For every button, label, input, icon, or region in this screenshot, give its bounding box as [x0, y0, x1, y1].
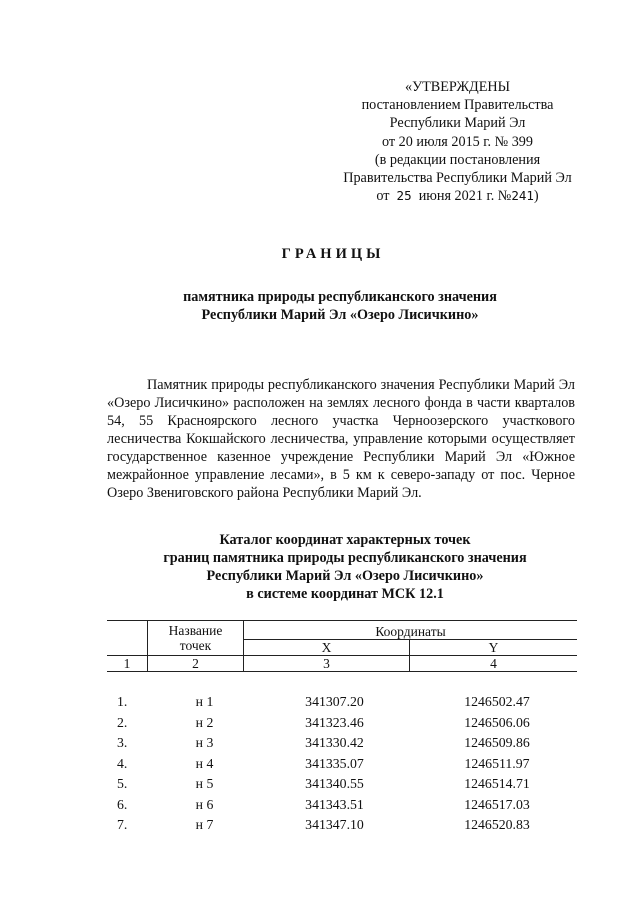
row-x: 341340.55 [305, 776, 364, 792]
row-x: 341347.10 [305, 817, 364, 833]
row-point-name: н 5 [195, 776, 214, 792]
subtitle-line: Республики Марий Эл «Озеро Лисичкино» [201, 307, 479, 323]
row-x: 341330.42 [305, 735, 364, 751]
approval-number: 241 [511, 188, 534, 204]
approval-day: 25 [396, 188, 412, 204]
row-number: 4. [117, 755, 128, 771]
approval-line: от 20 июля 2015 г. № 399 [382, 133, 533, 150]
description-paragraph: Памятник природы республиканского значения Республики Марий Эл «Озеро Лисичкино» расположен на землях лесного фонда в части кварталов 54, 55 Красноярского лесного участка Черноозерского участкового лесничества Кокшайского лесничества, управление которыми осуществляет государственное казенное учреждение Республики Марий Эл «Южное межрайонное управление лесами», в 5 км к северо-западу от пос. Черное Озеро Звениговского района Республики Марий Эл. [107, 377, 575, 501]
header-cell-empty [107, 621, 148, 656]
header-point-name [148, 621, 244, 656]
row-number: 6. [117, 796, 128, 812]
header-y: Y [410, 640, 578, 656]
row-number: 2. [117, 714, 128, 730]
table-row [107, 733, 577, 754]
coordinates-table-body [107, 692, 577, 836]
row-x: 341335.07 [305, 755, 364, 771]
table-row [107, 774, 577, 795]
row-x: 341343.51 [305, 796, 364, 812]
row-point-name: н 2 [195, 714, 214, 730]
approval-suffix: ) [533, 188, 539, 205]
table-row [107, 795, 577, 816]
row-point-name: н 6 [195, 796, 214, 812]
row-point-name: н 1 [195, 694, 214, 710]
row-y: 1246517.03 [464, 796, 530, 812]
approval-line-last [330, 187, 585, 205]
row-number: 1. [117, 694, 128, 710]
catalog-title-line: в системе координат МСК 12.1 [246, 586, 444, 602]
column-number: 3 [244, 656, 410, 672]
catalog-title-line: границ памятника природы республиканского значения [163, 550, 527, 566]
column-number: 1 [123, 656, 131, 671]
table-row [107, 815, 577, 836]
header-coordinates: Координаты [244, 621, 578, 640]
description-block [107, 376, 575, 502]
column-number: 4 [410, 656, 578, 672]
row-point-name: н 7 [195, 817, 214, 833]
approval-prefix: от [376, 188, 390, 205]
approval-month-year: июня 2021 г. № [418, 188, 512, 205]
approval-line: «УТВЕРЖДЕНЫ [405, 79, 510, 95]
approval-line: Республики Марий Эл [389, 115, 526, 132]
row-x: 341307.20 [305, 694, 364, 710]
row-y: 1246502.47 [464, 694, 530, 710]
row-x: 341323.46 [305, 714, 364, 730]
header-point-name-line: точек [179, 638, 212, 653]
column-number: 2 [148, 656, 244, 672]
row-y: 1246509.86 [464, 735, 530, 751]
row-number: 3. [117, 735, 128, 751]
table-row [107, 713, 577, 734]
approval-line: (в редакции постановления [374, 151, 541, 168]
row-point-name: н 4 [195, 755, 214, 771]
catalog-title-line: Республики Марий Эл «Озеро Лисичкино» [206, 568, 484, 584]
subtitle-line: памятника природы республиканского значения [183, 289, 497, 305]
catalog-title [105, 531, 585, 603]
coordinates-table-header [107, 620, 577, 672]
approval-stamp [330, 78, 585, 205]
row-number: 7. [117, 817, 128, 833]
approval-line: постановлением Правительства [361, 97, 554, 114]
document-subtitle [105, 288, 575, 324]
header-point-name-line: Название [168, 623, 223, 638]
header-x: X [244, 640, 410, 656]
row-point-name: н 3 [195, 735, 214, 751]
row-y: 1246514.71 [464, 776, 530, 792]
document-title: ГРАНИЦЫ [281, 246, 385, 262]
row-y: 1246520.83 [464, 817, 530, 833]
catalog-title-line: Каталог координат характерных точек [219, 532, 471, 548]
approval-line: Правительства Республики Марий Эл [343, 170, 572, 187]
row-y: 1246506.06 [464, 714, 530, 730]
table-row [107, 692, 577, 713]
table-row [107, 754, 577, 775]
row-number: 5. [117, 776, 128, 792]
row-y: 1246511.97 [464, 755, 530, 771]
